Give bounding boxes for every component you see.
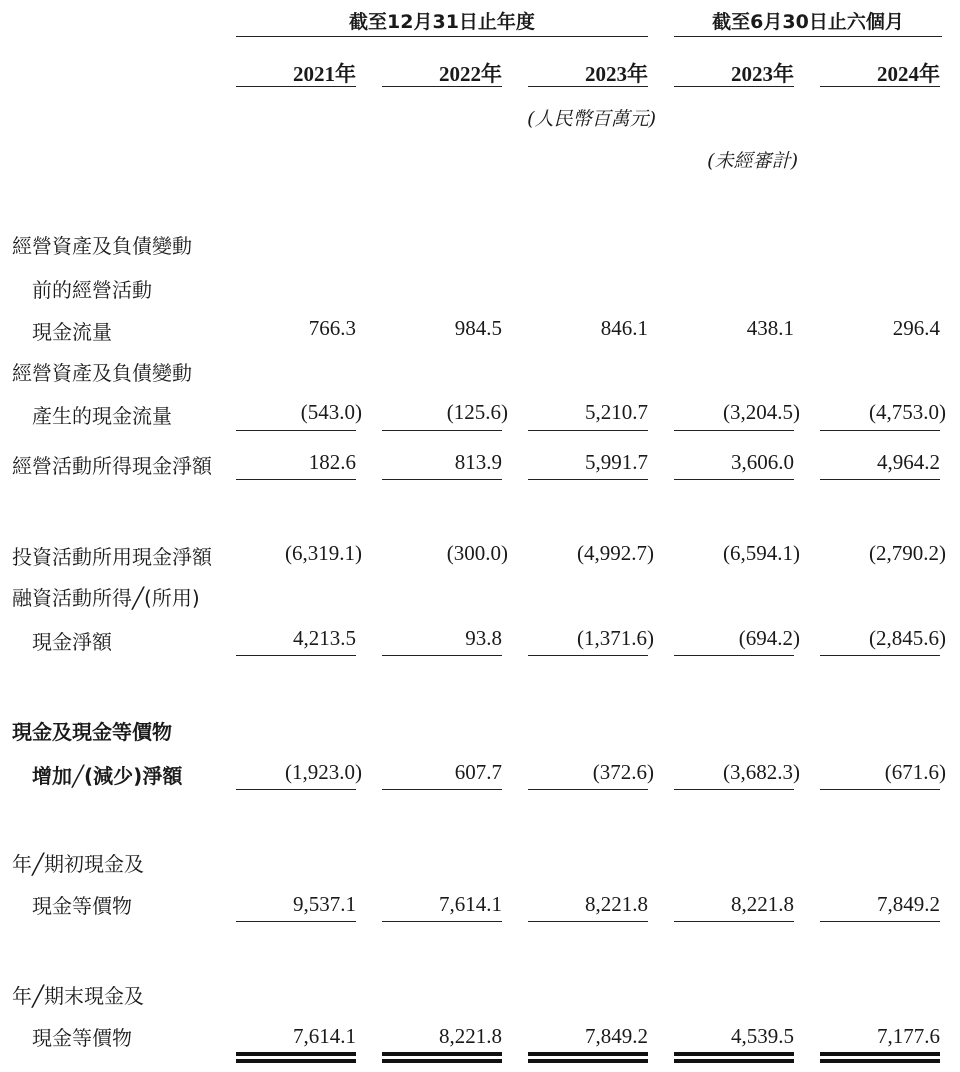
value-cell: (6,594.1) [723, 541, 800, 565]
value-cell: 984.5 [454, 316, 502, 340]
value-cell: 5,991.7 [585, 450, 648, 474]
row-label-line: 年╱期初現金及 [12, 852, 145, 876]
subtotal-rule [674, 430, 794, 431]
total-rule [820, 789, 940, 790]
value-cell: 607.7 [454, 760, 502, 784]
value-cell: 7,849.2 [585, 1024, 648, 1048]
value-cell: (6,319.1) [285, 541, 362, 565]
value-cell: 438.1 [746, 316, 794, 340]
value-cell: (125.6) [446, 400, 508, 424]
subtotal-rule [236, 430, 356, 431]
value-cell: 846.1 [600, 316, 648, 340]
value-cell: 4,539.5 [731, 1024, 794, 1048]
row-label-line: 前的經營活動 [32, 278, 152, 302]
row-label-line: 融資活動所得╱(所用) [12, 586, 200, 610]
value-cell: (694.2) [738, 626, 800, 650]
subtotal-rule [382, 921, 502, 922]
grand-total-double-rule [236, 1052, 356, 1063]
row-label-line: 經營資產及負債變動 [12, 361, 192, 385]
subtotal-rule [236, 655, 356, 656]
year-rule [528, 86, 648, 87]
value-cell: (1,923.0) [285, 760, 362, 784]
annual-header-rule [236, 36, 648, 37]
value-cell: (2,790.2) [869, 541, 946, 565]
subtotal-rule [820, 655, 940, 656]
subtotal-rule [674, 921, 794, 922]
value-cell: 9,537.1 [293, 892, 356, 916]
subtotal-rule [528, 921, 648, 922]
subtotal-rule [528, 655, 648, 656]
subtotal-rule [820, 430, 940, 431]
row-label-line: 增加╱(減少)淨額 [32, 764, 183, 788]
value-cell: 3,606.0 [731, 450, 794, 474]
grand-total-double-rule [382, 1052, 502, 1063]
total-rule [382, 789, 502, 790]
unit-note: (人民幣百萬元) [527, 108, 656, 130]
subtotal-rule [236, 921, 356, 922]
value-cell: 8,221.8 [439, 1024, 502, 1048]
year-rule [820, 86, 940, 87]
year-rule [382, 86, 502, 87]
annual-period-header: 截至12月31日止年度 [349, 11, 535, 33]
total-rule [820, 479, 940, 480]
value-cell: (543.0) [300, 400, 362, 424]
year-header-2022: 2022年 [439, 62, 502, 86]
value-cell: (4,753.0) [869, 400, 946, 424]
value-cell: 5,210.7 [585, 400, 648, 424]
total-rule [236, 479, 356, 480]
row-label-line: 現金淨額 [32, 630, 112, 654]
year-header-2021: 2021年 [293, 62, 356, 86]
grand-total-double-rule [820, 1052, 940, 1063]
row-label-line: 投資活動所用現金淨額 [12, 545, 212, 569]
row-label-line: 年╱期末現金及 [12, 984, 145, 1008]
subtotal-rule [382, 430, 502, 431]
total-rule [236, 789, 356, 790]
value-cell: (4,992.7) [577, 541, 654, 565]
subtotal-rule [528, 430, 648, 431]
value-cell: (3,204.5) [723, 400, 800, 424]
value-cell: 4,213.5 [293, 626, 356, 650]
subtotal-rule [674, 655, 794, 656]
value-cell: 4,964.2 [877, 450, 940, 474]
value-cell: (372.6) [592, 760, 654, 784]
value-cell: 7,177.6 [877, 1024, 940, 1048]
subtotal-rule [382, 655, 502, 656]
total-rule [528, 789, 648, 790]
row-label-line: 產生的現金流量 [32, 404, 172, 428]
row-label-line: 現金流量 [32, 320, 112, 344]
value-cell: (3,682.3) [723, 760, 800, 784]
interim-period-header: 截至6月30日止六個月 [712, 11, 904, 33]
value-cell: 7,614.1 [439, 892, 502, 916]
value-cell: (1,371.6) [577, 626, 654, 650]
row-label-line: 經營資產及負債變動 [12, 234, 192, 258]
row-label-line: 經營活動所得現金淨額 [12, 454, 212, 478]
year-rule [236, 86, 356, 87]
year-header-2023-interim: 2023年 [731, 62, 794, 86]
value-cell: (671.6) [884, 760, 946, 784]
total-rule [528, 479, 648, 480]
unaudited-note: (未經審計) [707, 150, 798, 172]
year-header-2023: 2023年 [585, 62, 648, 86]
value-cell: (2,845.6) [869, 626, 946, 650]
value-cell: 182.6 [308, 450, 356, 474]
total-rule [382, 479, 502, 480]
row-label-line: 現金等價物 [32, 894, 132, 918]
year-rule [674, 86, 794, 87]
total-rule [674, 789, 794, 790]
value-cell: 813.9 [454, 450, 502, 474]
row-label-line: 現金及現金等價物 [12, 720, 172, 744]
value-cell: (300.0) [446, 541, 508, 565]
value-cell: 766.3 [308, 316, 356, 340]
value-cell: 93.8 [465, 626, 502, 650]
grand-total-double-rule [528, 1052, 648, 1063]
grand-total-double-rule [674, 1052, 794, 1063]
subtotal-rule [820, 921, 940, 922]
value-cell: 8,221.8 [731, 892, 794, 916]
total-rule [674, 479, 794, 480]
row-label-line: 現金等價物 [32, 1026, 132, 1050]
value-cell: 7,614.1 [293, 1024, 356, 1048]
value-cell: 7,849.2 [877, 892, 940, 916]
year-header-2024-interim: 2024年 [877, 62, 940, 86]
value-cell: 8,221.8 [585, 892, 648, 916]
interim-header-rule [674, 36, 942, 37]
value-cell: 296.4 [892, 316, 940, 340]
